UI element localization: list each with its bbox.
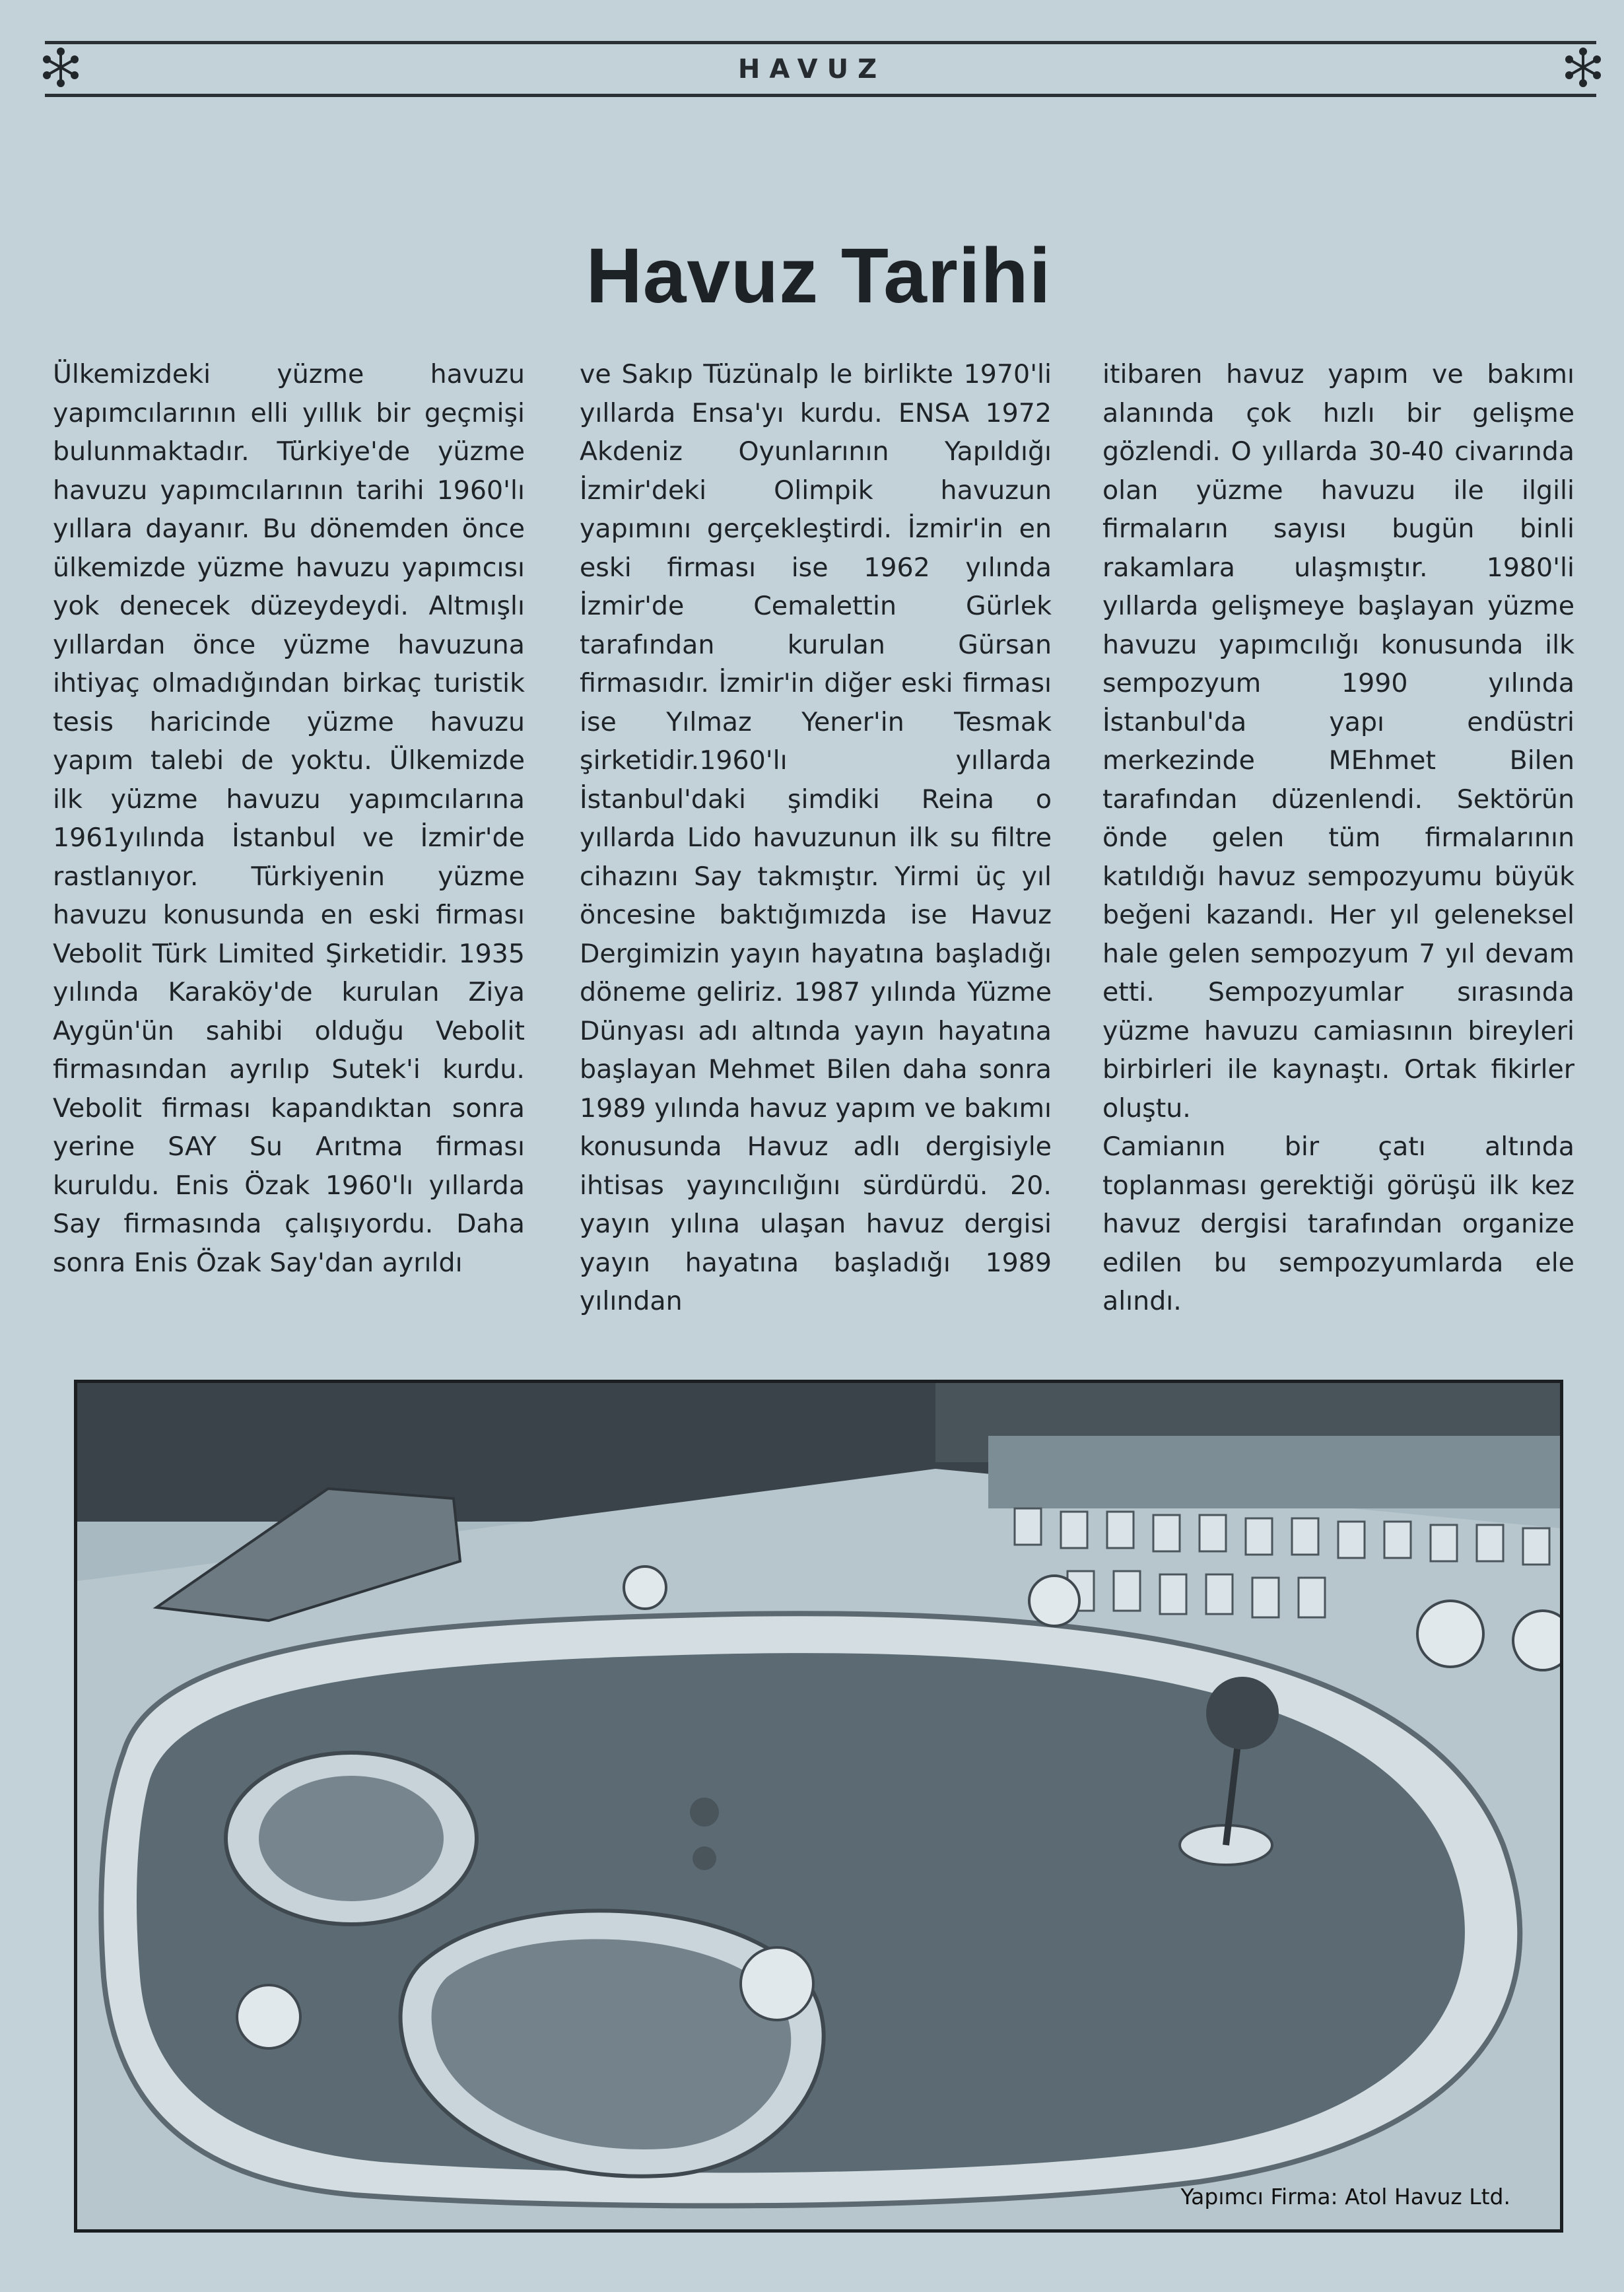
- column-text: itibaren havuz yapım ve bakımı alanında çok hızlı bir gelişme gözlendi. O yıllarda 30-40 civarında olan yüzme havuzu ile ilgili firmaların sayısı bugün binli rakamlara ulaşmıştır. 1980'li yıllarda gelişmeye başlayan yüzme havuzu yapımcılığı konusunda ilk sempozyum 1990 yılında İstanbul'da yapı endüstri merkezinde MEhmet Bilen tarafından düzenlendi. Sektörün önde gelen tüm firmalarının katıldığı havuz sempozyumu büyük beğeni kazandı. Her yıl geleneksel hale gelen sempozyum 7 yıl devam etti. Sempozyumlar sırasında yüzme havuzu camiasının bireyleri birbirleri ile kaynaştı. Ortak fikirler oluştu. Camianın bir çatı altında toplanması gerektiği görüşü ilk kez havuz dergisi tarafından organize edilen bu sempozyumlarda ele alındı.: [1102, 359, 1574, 1316]
- header-rule-bottom: [45, 94, 1596, 97]
- article-title: Havuz Tarihi: [586, 232, 1052, 320]
- column-text: ve Sakıp Tüzünalp le birlikte 1970'li yıllarda Ensa'yı kurdu. ENSA 1972 Akdeniz Oyunlarının Yapıldığı İzmir'deki Olimpik havuzun yapımını gerçekleştirdi. İzmir'in en eski firması ise 1962 yılında İzmir'de Cemalettin Gürlek tarafından kurulan Gürsan firmasıdır. İzmir'in diğer eski firması ise Yılmaz Yener'in Tesmak şirketidir.1960'lı yıllarda İstanbul'daki şimdiki Reina o yıllarda Lido havuzunun ilk su filtre cihazını Say takmıştır. Yirmi üç yıl öncesine baktığımızda ise Havuz Dergimizin yayın hayatına başladığı döneme geliriz. 1987 yılında Yüzme Dünyası adı altında yayın hayatına başlayan Mehmet Bilen daha sonra 1989 yılında havuz yapım ve bakımı konusunda Havuz adlı dergisiyle ihtisas yayıncılığını sürdürdü. 20. yayın yılına ulaşan havuz dergisi yayın hayatına başladığı 1989 yılından: [580, 359, 1052, 1316]
- article-column-1: [53, 355, 525, 1282]
- header-rule-top: [45, 41, 1596, 44]
- column-text: Ülkemizdeki yüzme havuzu yapımcılarının elli yıllık bir geçmişi bulunmaktadır. Türkiye'de yüzme havuzu yapımcılarının tarihi 1960'lı yıllara dayanır. Bu dönemden önce ülkemizde yüzme havuzu yapımcısı yok denecek düzeydeydi. Altmışlı yıllardan önce yüzme havuzuna ihtiyaç olmadığından birkaç turistik tesis haricinde yüzme havuzu yapım talebi de yoktu. Ülkemizde ilk yüzme havuzu yapımcılarına 1961yılında İstanbul ve İzmir'de rastlanıyor. Türkiyenin yüzme havuzu konusunda en eski firması Vebolit Türk Limited Şirketidir. 1935 yılında Karaköy'de kurulan Ziya Aygün'ün sahibi olduğu Vebolit firmasından ayrılıp Sutek'i kurdu. Vebolit firması kapandıktan sonra yerine SAY Su Arıtma firması kuruldu. Enis Özak 1960'lı yıllarda Say firmasında çalışıyordu. Daha sonra Enis Özak Say'dan ayrıldı: [53, 359, 525, 1278]
- running-head: HAVUZ: [737, 54, 887, 84]
- article-column-3: [1102, 355, 1574, 1321]
- pool-photo: [74, 1380, 1563, 2233]
- photo-caption: Yapımcı Firma: Atol Havuz Ltd.: [1180, 2184, 1510, 2209]
- pool-photo-illustration: [77, 1383, 1560, 2229]
- article-column-2: [580, 355, 1052, 1321]
